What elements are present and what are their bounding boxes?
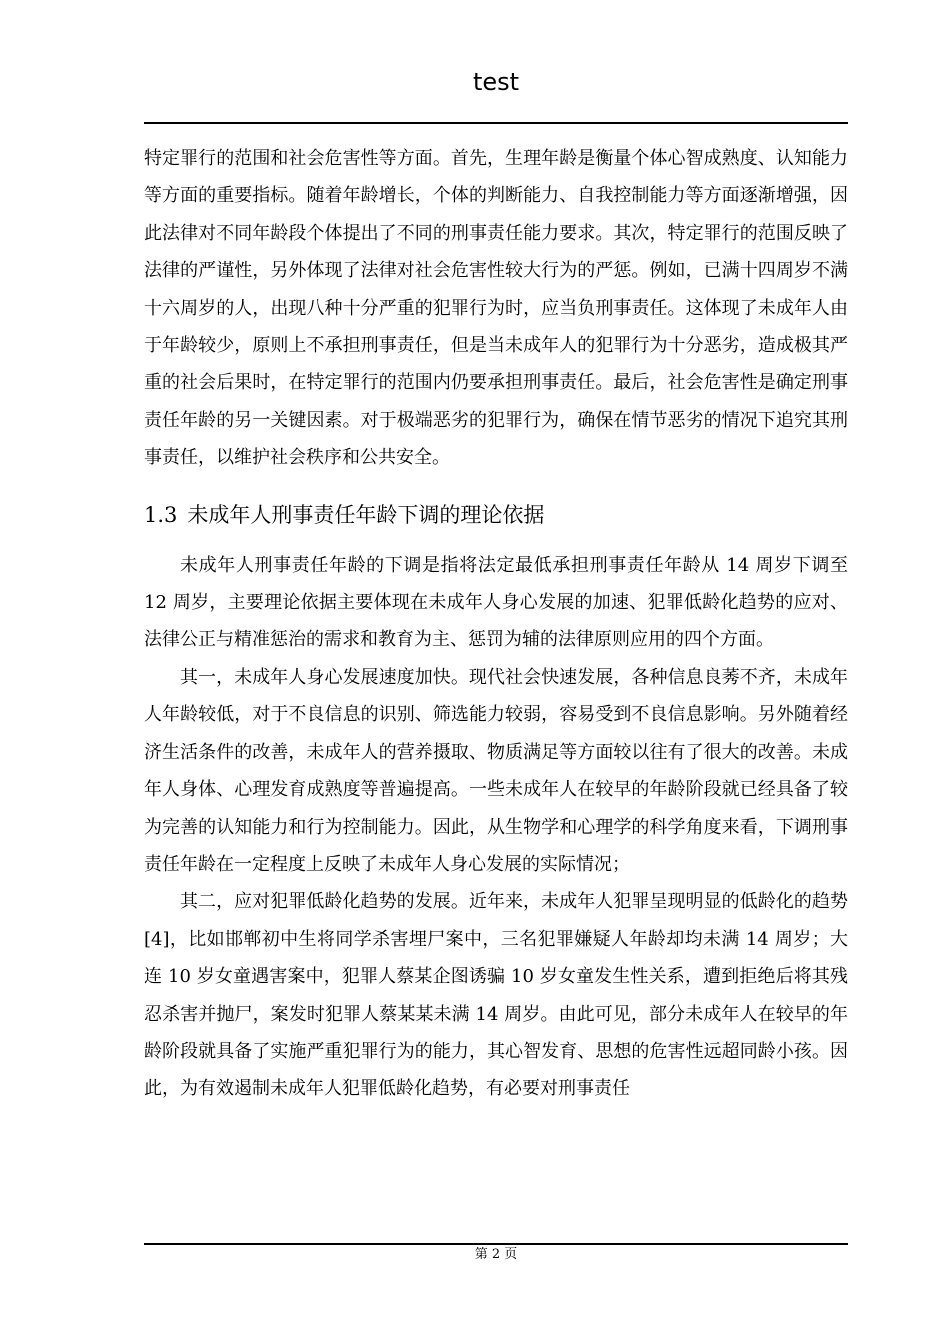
header-title: test — [472, 68, 520, 96]
page-number: 第 2 页 — [474, 1247, 518, 1262]
section-heading — [144, 495, 848, 535]
paragraph: 其二，应对犯罪低龄化趋势的发展。近年来，未成年人犯罪呈现明显的低龄化的趋势[4]，比如邯郸初中生将同学杀害埋尸案中，三名犯罪嫌疑人年龄却均未满 14 周岁；大连 10 岁女童遇害案中，犯罪人蔡某企图诱骗 10 岁女童发生性关系，遭到拒绝后将其残忍杀害并抛尸，案发时犯罪人蔡某某未满 14 周岁。由此可见，部分未成年人在较早的年龄阶段就具备了实施严重犯罪行为的能力，其心智发育、思想的危害性远超同龄小孩。因此，为有效遏制未成年人犯罪低龄化趋势，有必要对刑事责任 — [144, 891, 848, 1100]
section-number: 1.3 — [144, 502, 178, 527]
paragraph: 特定罪行的范围和社会危害性等方面。首先，生理年龄是衡量个体心智成熟度、认知能力等方面的重要指标。随着年龄增长，个体的判断能力、自我控制能力等方面逐渐增强，因此法律对不同年龄段个体提出了不同的刑事责任能力要求。其次，特定罪行的范围反映了法律的严谨性，另外体现了法律对社会危害性较大行为的严惩。例如，已满十四周岁不满十六周岁的人，出现八种十分严重的犯罪行为时，应当负刑事责任。这体现了未成年人由于年龄较少，原则上不承担刑事责任，但是当未成年人的犯罪行为十分恶劣，造成极其严重的社会后果时，在特定罪行的范围内仍要承担刑事责任。最后，社会危害性是确定刑事责任年龄的另一关键因素。对于极端恶劣的犯罪行为，确保在情节恶劣的情况下追究其刑事责任，以维护社会秩序和公共安全。 — [144, 148, 848, 469]
page-footer — [144, 1243, 848, 1265]
document-body — [144, 140, 848, 1108]
paragraph: 未成年人刑事责任年龄的下调是指将法定最低承担刑事责任年龄从 14 周岁下调至 12 周岁，主要理论依据主要体现在未成年人身心发展的加速、犯罪低龄化趋势的应对、法律公正与精准惩治的需求和教育为主、惩罚为辅的法律原则应用的四个方面。 — [144, 554, 848, 651]
page-header — [144, 62, 848, 124]
section-title: 未成年人刑事责任年龄下调的理论依据 — [187, 502, 545, 527]
paragraph: 其一，未成年人身心发展速度加快。现代社会快速发展，各种信息良莠不齐，未成年人年龄较低，对于不良信息的识别、筛选能力较弱，容易受到不良信息影响。另外随着经济生活条件的改善，未成年人的营养摄取、物质满足等方面较以往有了很大的改善。未成年人身体、心理发育成熟度等普遍提高。一些未成年人在较早的年龄阶段就已经具备了较为完善的认知能力和行为控制能力。因此，从生物学和心理学的科学角度来看，下调刑事责任年龄在一定程度上反映了未成年人身心发展的实际情况； — [144, 666, 848, 875]
